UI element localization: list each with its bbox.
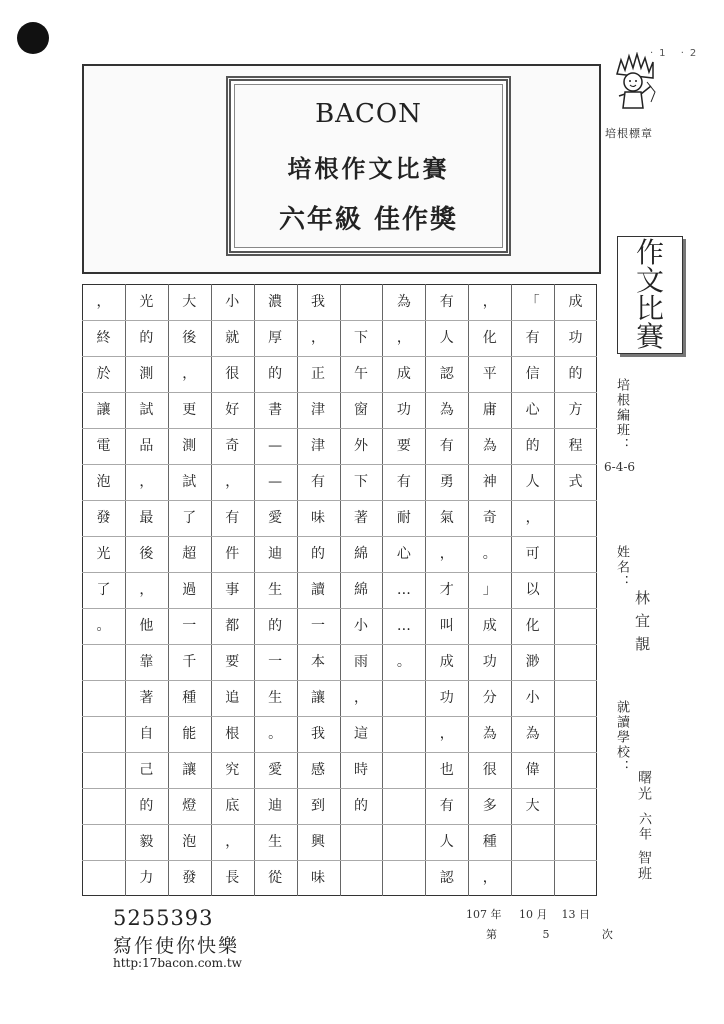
date-year: 107 xyxy=(466,908,487,921)
essay-char: 津 xyxy=(311,438,326,454)
essay-char: 千 xyxy=(182,654,197,670)
essay-char: 程 xyxy=(568,438,583,454)
essay-char: 要 xyxy=(225,654,240,670)
essay-char: 分 xyxy=(482,690,497,706)
essay-char: 試 xyxy=(139,402,154,418)
essay-char: 迪 xyxy=(268,546,283,562)
essay-char: 化 xyxy=(482,330,497,346)
class-label: 培根編班： xyxy=(614,378,629,453)
essay-char: 有 xyxy=(311,474,326,490)
essay-char: 最 xyxy=(139,510,154,526)
essay-char: 讀 xyxy=(311,582,326,598)
date-day: 13 xyxy=(561,908,576,921)
essay-char: 綿 xyxy=(353,546,368,562)
essay-char: 光 xyxy=(96,546,111,562)
essay-char: … xyxy=(396,582,411,598)
essay-char: 泡 xyxy=(96,474,111,490)
essay-char: 。 xyxy=(482,546,497,562)
essay-char: 為 xyxy=(439,402,454,418)
essay-char: 功 xyxy=(396,402,411,418)
essay-char: 好 xyxy=(225,402,240,418)
essay-char: 我 xyxy=(311,726,326,742)
grid-row-line xyxy=(82,752,597,753)
essay-char: 成 xyxy=(439,654,454,670)
essay-char: 測 xyxy=(182,438,197,454)
essay-char: 可 xyxy=(525,546,540,562)
essay-char: 一 xyxy=(182,618,197,634)
essay-char: 的 xyxy=(311,546,326,562)
name-value: 林宜靚 xyxy=(633,590,651,659)
essay-char: 午 xyxy=(353,366,368,382)
grid-column-line xyxy=(554,284,555,896)
grid-column-line xyxy=(382,284,383,896)
essay-char: 奇 xyxy=(225,438,240,454)
essay-char: 大 xyxy=(525,798,540,814)
essay-char: 綿 xyxy=(353,582,368,598)
essay-char: 化 xyxy=(525,618,540,634)
essay-char: 於 xyxy=(96,366,111,382)
grid-column-line xyxy=(125,284,126,896)
essay-char: 認 xyxy=(439,870,454,886)
essay-char: 奇 xyxy=(482,510,497,526)
essay-char: 。 xyxy=(96,618,111,634)
essay-char: 耐 xyxy=(396,510,411,526)
class-suffix: 智班 xyxy=(636,850,652,882)
essay-char: 心 xyxy=(525,402,540,418)
essay-char: 就 xyxy=(225,330,240,346)
essay-char: 己 xyxy=(139,762,154,778)
essay-char: 追 xyxy=(225,690,240,706)
date-month-label: 月 xyxy=(536,908,548,921)
essay-char: 的 xyxy=(353,798,368,814)
grid-row-line xyxy=(82,644,597,645)
essay-char: 人 xyxy=(525,474,540,490)
essay-char: 這 xyxy=(353,726,368,742)
grid-column-line xyxy=(297,284,298,896)
grid-row-line xyxy=(82,392,597,393)
essay-char: 成 xyxy=(396,366,411,382)
essay-char: 底 xyxy=(225,798,240,814)
essay-char: 迪 xyxy=(268,798,283,814)
name-label: 姓名： xyxy=(614,545,629,590)
essay-char: ， xyxy=(482,870,497,886)
grid-column-line xyxy=(168,284,169,896)
essay-char: 靠 xyxy=(139,654,154,670)
grid-row-line xyxy=(82,428,597,429)
essay-char: 終 xyxy=(96,330,111,346)
essay-char: 本 xyxy=(311,654,326,670)
essay-char: 味 xyxy=(311,510,326,526)
essay-char: 小 xyxy=(225,294,240,310)
essay-char: 長 xyxy=(225,870,240,886)
essay-char: 生 xyxy=(268,582,283,598)
essay-char: 勇 xyxy=(439,474,454,490)
header-panel xyxy=(82,64,601,274)
essay-char: 力 xyxy=(139,870,154,886)
essay-char: 一 xyxy=(311,618,326,634)
essay-char: 電 xyxy=(96,438,111,454)
grid-row-line xyxy=(82,572,597,573)
essay-char: 有 xyxy=(439,438,454,454)
essay-char: 功 xyxy=(439,690,454,706)
essay-char: 的 xyxy=(268,618,283,634)
essay-char: 庸 xyxy=(482,402,497,418)
event-title-char: 賽 xyxy=(635,320,664,353)
award-banner xyxy=(226,76,511,256)
essay-char: 我 xyxy=(311,294,326,310)
essay-char: 根 xyxy=(225,726,240,742)
essay-char: 成 xyxy=(482,618,497,634)
essay-char: 品 xyxy=(139,438,154,454)
essay-char: — xyxy=(268,438,283,454)
essay-char: 興 xyxy=(311,834,326,850)
essay-char: 生 xyxy=(268,690,283,706)
essay-char: 毅 xyxy=(139,834,154,850)
essay-char: 神 xyxy=(482,474,497,490)
essay-char: 試 xyxy=(182,474,197,490)
class-value: 6-4-6 xyxy=(604,460,636,474)
date-day-label: 日 xyxy=(578,908,590,921)
essay-char: … xyxy=(396,618,411,634)
essay-char: 信 xyxy=(525,366,540,382)
grid-row-line xyxy=(82,536,597,537)
grid-column-line xyxy=(511,284,512,896)
essay-char: 有 xyxy=(225,510,240,526)
essay-char: ， xyxy=(139,474,154,490)
essay-char: 有 xyxy=(439,294,454,310)
stamp-label: 培根標章 xyxy=(605,127,653,140)
essay-char: 事 xyxy=(225,582,240,598)
essay-char: 認 xyxy=(439,366,454,382)
grid-column-line xyxy=(425,284,426,896)
brand-title: BACON xyxy=(315,99,422,129)
grid-row-line xyxy=(82,680,597,681)
essay-char: 究 xyxy=(225,762,240,778)
essay-char: 偉 xyxy=(525,762,540,778)
essay-char: 平 xyxy=(482,366,497,382)
round-prefix: 第 xyxy=(486,928,497,941)
essay-char: 後 xyxy=(182,330,197,346)
essay-char: 的 xyxy=(139,798,154,814)
submission-round xyxy=(486,926,613,942)
submission-date xyxy=(466,906,590,922)
essay-char: ， xyxy=(225,474,240,490)
essay-char: 自 xyxy=(139,726,154,742)
essay-char: 也 xyxy=(439,762,454,778)
essay-char: 有 xyxy=(439,798,454,814)
grid-row-line xyxy=(82,320,597,321)
event-title-box xyxy=(617,236,683,354)
essay-char: ， xyxy=(96,294,111,310)
essay-char: 發 xyxy=(96,510,111,526)
essay-char: 成 xyxy=(568,294,583,310)
cartoon-kid-stamp-icon xyxy=(607,52,663,116)
essay-char: 外 xyxy=(353,438,368,454)
essay-char: 」 xyxy=(482,582,497,598)
grid-column-line xyxy=(211,284,212,896)
school-label: 就讀學校： xyxy=(614,700,629,775)
essay-char: 泡 xyxy=(182,834,197,850)
essay-char: — xyxy=(268,474,283,490)
essay-char: 能 xyxy=(182,726,197,742)
grid-row-line xyxy=(82,860,597,861)
essay-char: 件 xyxy=(225,546,240,562)
essay-char: 著 xyxy=(353,510,368,526)
website-url: http:17bacon.com.tw xyxy=(113,956,242,970)
essay-char: 燈 xyxy=(182,798,197,814)
essay-char: 愛 xyxy=(268,762,283,778)
essay-char: 的 xyxy=(568,366,583,382)
grid-row-line xyxy=(82,788,597,789)
award-title: 六年級 佳作獎 xyxy=(278,205,459,235)
essay-char: 雨 xyxy=(353,654,368,670)
grid-row-line xyxy=(82,716,597,717)
essay-char: 他 xyxy=(139,618,154,634)
essay-char: 人 xyxy=(439,330,454,346)
essay-char: 著 xyxy=(139,690,154,706)
essay-char: 的 xyxy=(268,366,283,382)
essay-char: 人 xyxy=(439,834,454,850)
essay-char: 愛 xyxy=(268,510,283,526)
essay-char: 氣 xyxy=(439,510,454,526)
essay-char: 才 xyxy=(439,582,454,598)
essay-char: 。 xyxy=(396,654,411,670)
essay-char: ， xyxy=(353,690,368,706)
essay-char: 大 xyxy=(182,294,197,310)
essay-char: ， xyxy=(525,510,540,526)
event-title-char: 文 xyxy=(635,264,664,297)
essay-char: 正 xyxy=(311,366,326,382)
event-title-char: 作 xyxy=(635,236,664,269)
essay-char: 了 xyxy=(182,510,197,526)
essay-char: 了 xyxy=(96,582,111,598)
essay-char: ， xyxy=(225,834,240,850)
essay-char: 味 xyxy=(311,870,326,886)
corner-ticks: ·1 ·2 xyxy=(650,48,703,59)
essay-char: 生 xyxy=(268,834,283,850)
essay-char: ， xyxy=(311,330,326,346)
essay-char: 讓 xyxy=(311,690,326,706)
essay-char: 讓 xyxy=(96,402,111,418)
essay-char: 發 xyxy=(182,870,197,886)
registration-mark xyxy=(17,22,49,54)
essay-char: 津 xyxy=(311,402,326,418)
submission-code: 5255393 xyxy=(113,906,214,930)
grid-column-line xyxy=(254,284,255,896)
essay-char: 「 xyxy=(525,294,540,310)
essay-char: 。 xyxy=(268,726,283,742)
grid-column-line xyxy=(468,284,469,896)
essay-char: 有 xyxy=(525,330,540,346)
date-year-label: 年 xyxy=(490,908,502,921)
grid-column-line xyxy=(340,284,341,896)
essay-char: 為 xyxy=(525,726,540,742)
essay-char: 心 xyxy=(396,546,411,562)
essay-char: 厚 xyxy=(268,330,283,346)
essay-char: 到 xyxy=(311,798,326,814)
essay-char: 書 xyxy=(268,402,283,418)
essay-char: ， xyxy=(439,546,454,562)
essay-char: 為 xyxy=(482,438,497,454)
slogan: 寫作使你快樂 xyxy=(113,935,240,957)
essay-char: 以 xyxy=(525,582,540,598)
grid-row-line xyxy=(82,500,597,501)
essay-char: 窗 xyxy=(353,402,368,418)
essay-char: 式 xyxy=(568,474,583,490)
essay-char: 多 xyxy=(482,798,497,814)
essay-char: 更 xyxy=(182,402,197,418)
essay-char: ， xyxy=(139,582,154,598)
essay-char: 測 xyxy=(139,366,154,382)
essay-char: ， xyxy=(396,330,411,346)
grid-row-line xyxy=(82,608,597,609)
essay-char: 一 xyxy=(268,654,283,670)
essay-char: 很 xyxy=(482,762,497,778)
essay-char: 渺 xyxy=(525,654,540,670)
essay-char: 功 xyxy=(568,330,583,346)
round-suffix: 次 xyxy=(601,928,613,941)
essay-char: 從 xyxy=(268,870,283,886)
essay-char: 小 xyxy=(525,690,540,706)
essay-char: 超 xyxy=(182,546,197,562)
essay-char: 種 xyxy=(482,834,497,850)
essay-char: 後 xyxy=(139,546,154,562)
essay-char: 都 xyxy=(225,618,240,634)
essay-char: 光 xyxy=(139,294,154,310)
essay-char: 有 xyxy=(396,474,411,490)
essay-char: ， xyxy=(182,366,197,382)
essay-char: 功 xyxy=(482,654,497,670)
essay-char: 很 xyxy=(225,366,240,382)
essay-char: 為 xyxy=(482,726,497,742)
essay-char: 濃 xyxy=(268,294,283,310)
essay-char: 叫 xyxy=(439,618,454,634)
essay-char: 過 xyxy=(182,582,197,598)
essay-char: 為 xyxy=(396,294,411,310)
essay-grid xyxy=(82,284,597,896)
event-title-char: 比 xyxy=(635,292,664,325)
essay-char: 讓 xyxy=(182,762,197,778)
essay-char: ， xyxy=(439,726,454,742)
essay-char: 下 xyxy=(353,330,368,346)
essay-char: ， xyxy=(482,294,497,310)
essay-char: 的 xyxy=(525,438,540,454)
essay-char: 種 xyxy=(182,690,197,706)
essay-char: 感 xyxy=(311,762,326,778)
school-value: 曙光 xyxy=(636,770,652,802)
essay-char: 要 xyxy=(396,438,411,454)
date-month: 10 xyxy=(518,908,533,921)
contest-title: 培根作文比賽 xyxy=(287,154,450,183)
essay-char: 時 xyxy=(353,762,368,778)
grade-value: 六年 xyxy=(636,812,651,842)
grid-row-line xyxy=(82,356,597,357)
round-value: 5 xyxy=(542,928,550,941)
grid-row-line xyxy=(82,824,597,825)
grid-row-line xyxy=(82,464,597,465)
essay-char: 的 xyxy=(139,330,154,346)
essay-char: 方 xyxy=(568,402,583,418)
essay-char: 小 xyxy=(353,618,368,634)
essay-char: 下 xyxy=(353,474,368,490)
